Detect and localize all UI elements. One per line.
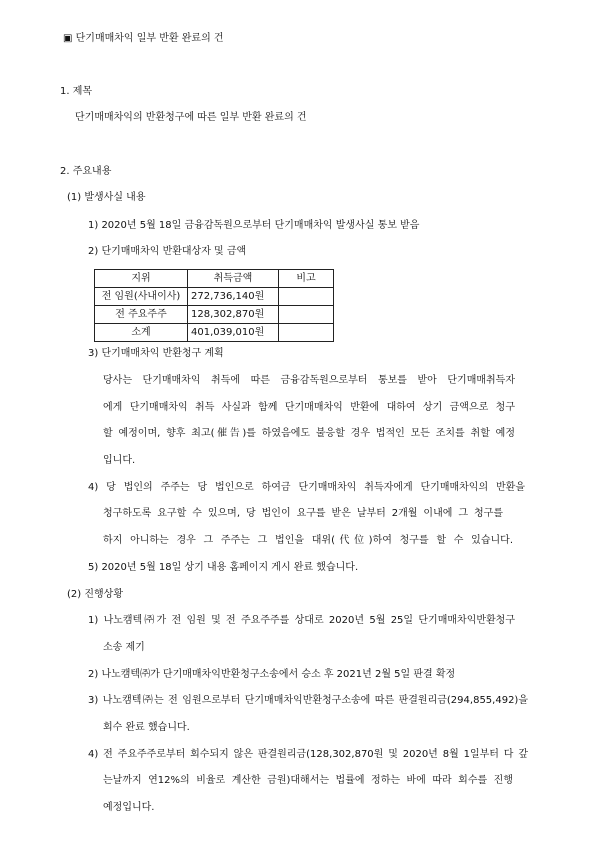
subsection-2-heading: (2) 진행상황 <box>67 589 123 600</box>
table-cell <box>279 306 334 324</box>
table-cell: 128,302,870원 <box>188 306 279 324</box>
table-row <box>95 306 334 324</box>
table-header-cell: 취득금액 <box>188 270 279 288</box>
table-header-row <box>95 270 334 288</box>
progress-item-3-line: 회수 완료 했습니다. <box>103 722 190 733</box>
item-3-paragraph-line: 할 예정이며, 향후 최고(催告)를 하였음에도 불응할 경우 법적인 모든 조치를 취할 예정 <box>103 428 515 439</box>
item-3-paragraph-line: 입니다. <box>103 455 136 466</box>
item-3-paragraph-line: 당사는 단기매매차익 취득에 따른 금융감독원으로부터 통보를 받아 단기매매취득자 <box>103 375 515 386</box>
item-1: 1) 2020년 5월 18일 금융감독원으로부터 단기매매차익 발생사실 통보 받음 <box>88 220 420 231</box>
item-4-line: 청구하도록 요구할 수 있으며, 당 법인이 요구를 받은 날부터 2개월 이내에 그 청구를 <box>103 508 503 519</box>
table-header-cell: 지위 <box>95 270 188 288</box>
progress-item-4-line: 는날까지 연12%의 비율로 계산한 금원)대해서는 법률에 정하는 바에 따라 회수를 진행 <box>103 775 513 786</box>
section-1-heading: 1. 제목 <box>60 86 93 97</box>
item-4-line: 하지 아니하는 경우 그 주주는 그 법인을 대위(代位)하여 청구를 할 수 있습니다. <box>103 535 513 546</box>
item-3: 3) 단기매매차익 반환청구 계획 <box>88 348 224 359</box>
progress-item-4-line: 예정입니다. <box>103 802 155 813</box>
table-row <box>95 288 334 306</box>
table-cell: 소계 <box>95 324 188 342</box>
table-header-cell: 비고 <box>279 270 334 288</box>
section-2-heading: 2. 주요내용 <box>60 166 112 177</box>
item-3-paragraph-line: 에게 단기매매차익 취득 사실과 함께 단기매매차익 반환에 대하여 상기 금액으로 청구 <box>103 402 515 413</box>
table-cell: 272,736,140원 <box>188 288 279 306</box>
table-cell <box>279 288 334 306</box>
document-title: ▣ 단기매매차익 일부 반환 완료의 건 <box>63 33 224 44</box>
item-2: 2) 단기매매차익 반환대상자 및 금액 <box>88 246 247 257</box>
progress-item-3-line: 3) 나노캠텍㈜는 전 임원으로부터 단기매매차익반환청구소송에 따른 판결원리금(294,855,492)을 <box>88 695 528 706</box>
item-5: 5) 2020년 5월 18일 상기 내용 홈페이지 게시 완료 했습니다. <box>88 562 359 573</box>
progress-item-1-line: 1) 나노캠텍㈜가 전 임원 및 전 주요주주를 상대로 2020년 5월 25일 단기매매차익반환청구 <box>88 615 515 626</box>
table-cell: 전 주요주주 <box>95 306 188 324</box>
subsection-1-heading: (1) 발생사실 내용 <box>67 192 146 203</box>
table-cell: 전 임원(사내이사) <box>95 288 188 306</box>
progress-item-4-line: 4) 전 주요주주로부터 회수되지 않은 판결원리금(128,302,870원 및 2020년 8월 1일부터 다 갚 <box>88 749 528 760</box>
progress-item-1-line: 소송 제기 <box>103 642 145 653</box>
table-cell: 401,039,010원 <box>188 324 279 342</box>
section-1-body: 단기매매차익의 반환청구에 따른 일부 반환 완료의 건 <box>75 112 307 123</box>
item-4-line: 4) 당 법인의 주주는 당 법인으로 하여금 단기매매차익 취득자에게 단기매매차익의 반환을 <box>88 482 525 493</box>
table-row <box>95 324 334 342</box>
progress-item-2: 2) 나노캠텍㈜가 단기매매차익반환청구소송에서 승소 후 2021년 2월 5일 판결 확정 <box>88 669 456 680</box>
table-cell <box>279 324 334 342</box>
refund-table <box>94 269 334 342</box>
